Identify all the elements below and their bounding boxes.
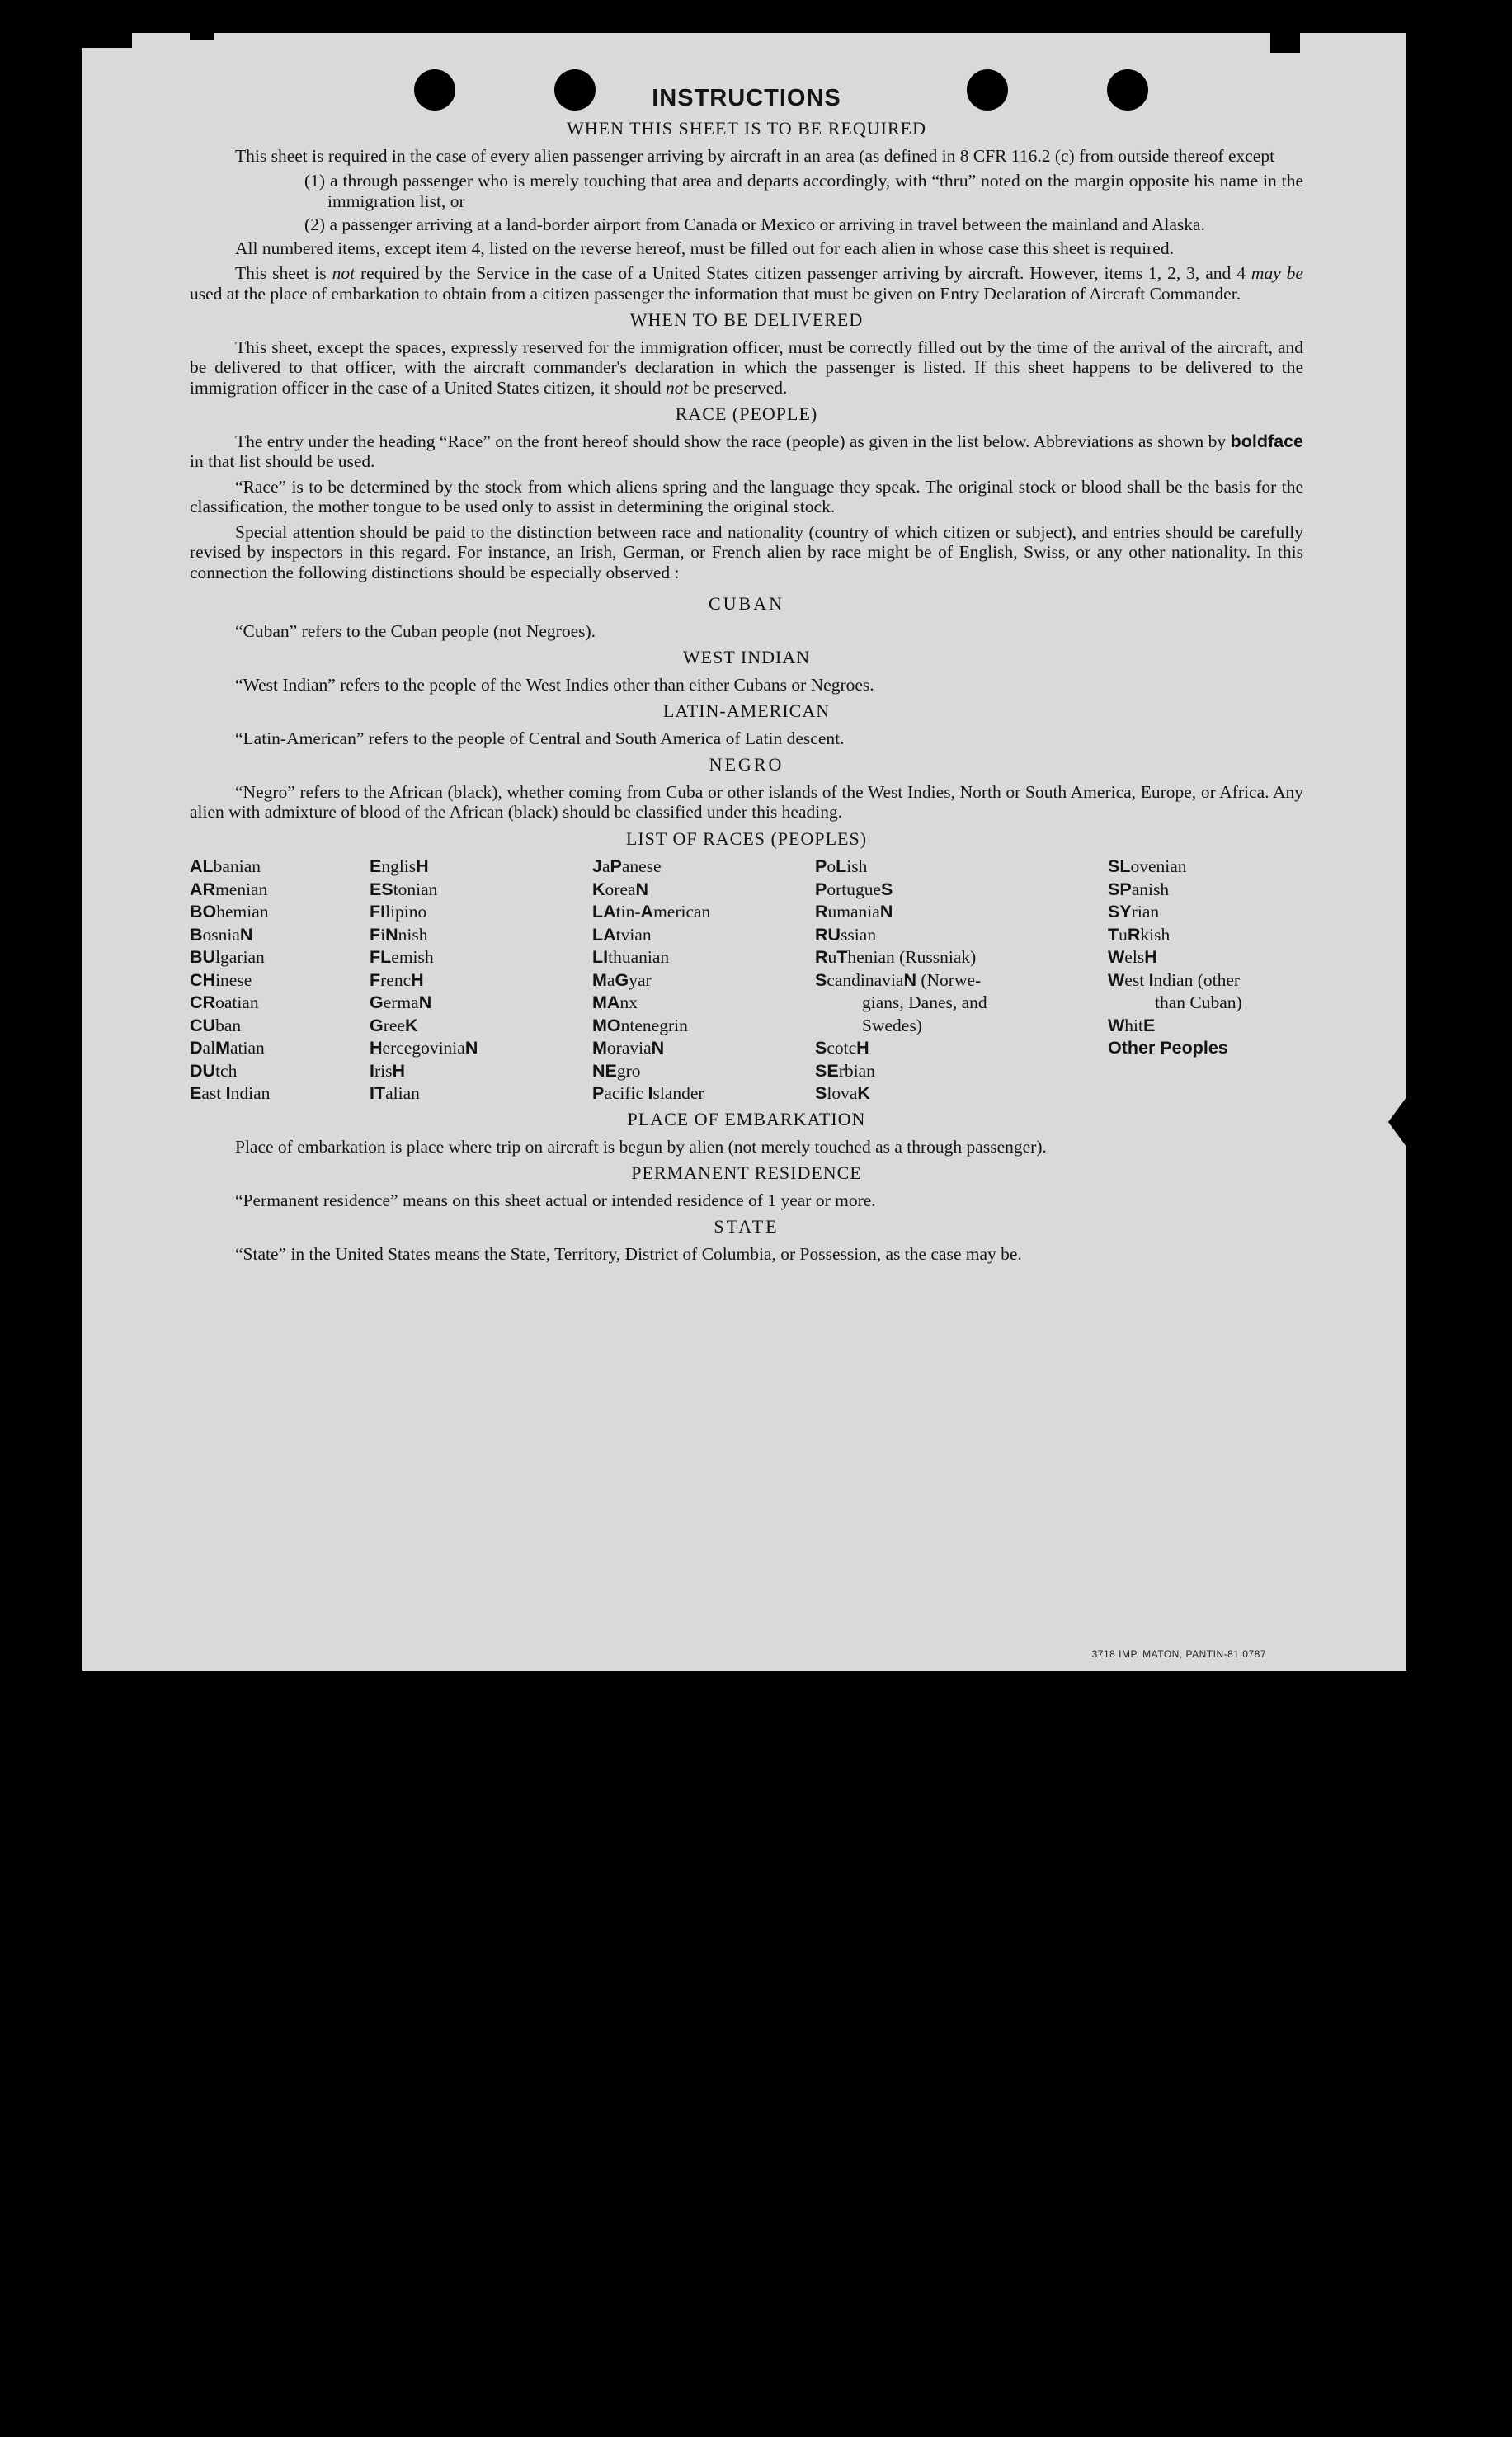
race-text: ndian (230, 1083, 271, 1103)
race-text: ban (215, 1015, 242, 1035)
abbreviation: K (857, 1083, 870, 1103)
abbreviation: L (836, 856, 847, 876)
race-entry (592, 1060, 710, 1083)
race-text: candinavia (827, 969, 904, 990)
race-entry (815, 1015, 987, 1038)
races-column (190, 856, 270, 1105)
abbreviation: T (1108, 924, 1119, 945)
abbreviation: R (815, 902, 828, 922)
race-text: rbian (838, 1060, 875, 1081)
abbreviation: SP (1108, 879, 1132, 899)
abbreviation: AL (190, 856, 214, 876)
paragraph: This sheet, except the spaces, expressly reserved for the immigration officer, must be correctly filled out by the time of the arrival of the aircraft, and be delivered to that officer, with the aircraft commander's declaration in which the passenger is listed. If this sheet happens to be delivered to the immigration officer in the case of a United States citizen, it should not be preserved. (190, 337, 1303, 398)
abbreviation: CR (190, 992, 216, 1012)
paragraph: “Permanent residence” means on this sheet actual or intended residence of 1 year or more. (235, 1190, 876, 1210)
abbreviation: R (815, 947, 828, 967)
race-entry (592, 1037, 710, 1060)
abbreviation: CU (190, 1015, 216, 1035)
race-entry (815, 1060, 987, 1083)
race-entry (1108, 901, 1242, 924)
race-text: orea (605, 879, 636, 899)
abbreviation: P (592, 1083, 605, 1103)
abbreviation: LA (592, 924, 616, 945)
race-entry (190, 992, 270, 1015)
abbreviation: H (416, 856, 429, 876)
race-entry (592, 946, 710, 969)
section-heading: WHEN THIS SHEET IS TO BE REQUIRED (567, 118, 926, 139)
race-entry (370, 992, 478, 1015)
abbreviation: H (392, 1060, 406, 1081)
race-entry (1108, 969, 1242, 992)
abbreviation: N (385, 924, 398, 945)
race-text: renc (380, 969, 412, 990)
paragraph: Place of embarkation is place where trip on aircraft is begun by alien (not merely touched as a through passenger). (235, 1136, 1047, 1157)
race-text: anish (1131, 879, 1170, 899)
race-entry (1108, 856, 1242, 879)
section-heading: NEGRO (709, 754, 784, 775)
race-text: lipino (385, 902, 427, 922)
race-entry (815, 1037, 987, 1060)
race-entry (592, 1015, 710, 1038)
race-entry (592, 1082, 710, 1105)
abbreviation: S (815, 1038, 827, 1058)
abbreviation: FL (370, 947, 392, 967)
race-entry (190, 924, 270, 947)
abbreviation: A (640, 902, 654, 922)
abbreviation: RU (815, 924, 841, 945)
race-entry (370, 924, 478, 947)
abbreviation: I (370, 1060, 374, 1081)
abbreviation: W (1108, 969, 1125, 990)
race-text: henian (Russniak) (847, 947, 977, 967)
race-text: rian (1131, 902, 1160, 922)
abbreviation: ES (370, 879, 393, 899)
race-entry (592, 992, 710, 1015)
race-entry (815, 946, 987, 969)
race-text: els (1124, 947, 1145, 967)
race-entry (190, 1060, 270, 1083)
races-column (815, 856, 987, 1105)
race-text: a (601, 856, 610, 876)
race-text: ast (201, 1083, 226, 1103)
race-entry (190, 901, 270, 924)
race-entry (592, 969, 710, 992)
abbreviation: N (903, 969, 916, 990)
race-entry (592, 924, 710, 947)
abbreviation: AR (190, 879, 216, 899)
abbreviation: M (592, 969, 607, 990)
paragraph: This sheet is not required by the Service in the case of a United States citizen passenger arriving by aircraft. However, items 1, 2, 3, and 4 may be used at the place of embarkation to obtain from a citizen passenger the information that must be given on Entry Declaration of Aircraft Commander. (190, 263, 1303, 304)
abbreviation: N (879, 902, 893, 922)
race-text: tch (215, 1060, 238, 1081)
race-entry (370, 1082, 478, 1105)
paragraph: This sheet is required in the case of every alien passenger arriving by aircraft in an area (as defined in 8 CFR 116.2 (c) from outside thereof except (235, 145, 1275, 166)
races-column (370, 856, 478, 1105)
abbreviation: T (836, 947, 848, 967)
section-heading: LIST OF RACES (PEOPLES) (625, 827, 868, 849)
abbreviation: E (1143, 1015, 1156, 1035)
race-entry (190, 1037, 270, 1060)
race-entry (1108, 1037, 1242, 1060)
race-text: tonian (393, 879, 438, 899)
abbreviation: N (239, 924, 253, 945)
paragraph: “State” in the United States means the State, Territory, District of Columbia, or Possession, as the case may be. (235, 1243, 1022, 1264)
abbreviation: B (190, 924, 203, 945)
race-entry (815, 924, 987, 947)
torn-corner (82, 33, 132, 48)
race-text: ntenegrin (620, 1015, 688, 1035)
race-text: ndian (other (1153, 969, 1241, 990)
race-entry (1108, 1015, 1242, 1038)
section-heading: LATIN-AMERICAN (662, 700, 831, 721)
section-heading: RACE (PEOPLE) (675, 403, 818, 424)
abbreviation: LA (592, 902, 616, 922)
torn-edge (190, 33, 214, 40)
race-entry (815, 992, 987, 1015)
race-text: oatian (215, 992, 259, 1012)
abbreviation: N (464, 1038, 478, 1058)
race-text: gians, Danes, and (862, 992, 987, 1012)
abbreviation: I (225, 1083, 231, 1103)
race-text: alian (385, 1083, 420, 1103)
race-text: gro (616, 1060, 641, 1081)
paragraph: “Negro” refers to the African (black), whether coming from Cuba or other islands of the West Indies, North or South America, Europe, or Africa. Any alien with admixture of blood of the African (black) should be classified under this heading. (190, 781, 1303, 822)
race-entry (190, 879, 270, 902)
race-entry (370, 856, 478, 879)
race-entry (370, 879, 478, 902)
page-title: INSTRUCTIONS (652, 85, 841, 111)
race-text: ovenian (1130, 856, 1187, 876)
race-text: slander (652, 1083, 704, 1103)
paragraph: “Latin-American” refers to the people of Central and South America of Latin descent. (235, 728, 845, 748)
abbreviation: K (404, 1015, 418, 1035)
section-heading: STATE (714, 1216, 780, 1237)
race-text: i (380, 924, 386, 945)
document-sheet (82, 33, 1406, 1671)
race-text: lgarian (215, 947, 265, 967)
abbreviation: D (190, 1038, 203, 1058)
section-heading: WEST INDIAN (682, 647, 811, 667)
abbreviation: G (615, 969, 629, 990)
abbreviation: MO (592, 1015, 621, 1035)
race-text: cotc (827, 1038, 857, 1058)
instructions-content (190, 84, 1303, 1269)
race-entry (1108, 924, 1242, 947)
race-text: tin- (615, 902, 641, 922)
abbreviation: N (418, 992, 432, 1012)
race-text: erma (383, 992, 419, 1012)
abbreviation: W (1108, 947, 1125, 967)
races-column (592, 856, 710, 1105)
section-heading: PLACE OF EMBARKATION (627, 1109, 866, 1129)
race-text: osnia (202, 924, 240, 945)
race-text: atian (229, 1038, 265, 1058)
race-entry (592, 901, 710, 924)
race-entry (592, 856, 710, 879)
race-entry (190, 1082, 270, 1105)
race-text: ercegovinia (382, 1038, 465, 1058)
abbreviation: DU (190, 1060, 216, 1081)
race-entry (1108, 992, 1242, 1015)
abbreviation: R (1127, 924, 1141, 945)
abbreviation: CH (190, 969, 216, 990)
race-text: ris (374, 1060, 393, 1081)
abbreviation: NE (592, 1060, 617, 1081)
abbreviation: G (370, 1015, 384, 1035)
race-text: banian (213, 856, 261, 876)
race-entry (815, 969, 987, 992)
race-text: a (606, 969, 615, 990)
race-text: emish (391, 947, 434, 967)
abbreviation: F (370, 924, 381, 945)
abbreviation: IT (370, 1083, 386, 1103)
abbreviation: FI (370, 902, 386, 922)
abbreviation: M (215, 1038, 230, 1058)
paragraph: Special attention should be paid to the distinction between race and nationality (country of which citizen or subject), and entries should be carefully revised by inspectors in this regard. For instance, an Irish, German, or French alien by race might be of English, Swiss, or any other nationality. In this connection the following distinctions should be especially observed : (190, 521, 1303, 582)
race-entry (1108, 879, 1242, 902)
race-text: nglis (381, 856, 417, 876)
race-text: than Cuban) (1155, 992, 1242, 1012)
abbreviation: N (651, 1038, 665, 1058)
race-text: kish (1140, 924, 1171, 945)
race-text: nish (398, 924, 428, 945)
race-entry (190, 969, 270, 992)
paragraph: “Cuban” refers to the Cuban people (not Negroes). (235, 620, 596, 641)
abbreviation: P (815, 879, 827, 899)
race-entry (370, 1015, 478, 1038)
race-text: est (1124, 969, 1149, 990)
abbreviation: P (815, 856, 827, 876)
printer-imprint: 3718 IMP. MATON, PANTIN-81.0787 (1091, 1648, 1266, 1660)
list-item: (2) a passenger arriving at a land-border airport from Canada or Mexico or arriving in travel between the mainland and Alaska. (304, 214, 1205, 234)
race-text: hit (1124, 1015, 1143, 1035)
race-text: ortugue (827, 879, 882, 899)
torn-edge (1270, 33, 1300, 53)
race-text: Swedes) (862, 1015, 922, 1035)
abbreviation: E (190, 1083, 202, 1103)
abbreviation: I (1148, 969, 1154, 990)
torn-edge (1388, 1097, 1406, 1147)
abbreviation: BU (190, 947, 216, 967)
race-entry (190, 1015, 270, 1038)
section-heading: CUBAN (708, 593, 784, 614)
abbreviation: E (370, 856, 382, 876)
race-text: inese (215, 969, 252, 990)
abbreviation: SL (1108, 856, 1131, 876)
abbreviation: H (411, 969, 424, 990)
race-text: thuanian (608, 947, 670, 967)
abbreviation: P (610, 856, 622, 876)
race-text: nx (619, 992, 638, 1012)
paragraph: The entry under the heading “Race” on the front hereof should show the race (people) as given in the list below. Abbreviations as shown by boldface in that list should be used. (190, 431, 1303, 471)
race-text: lova (827, 1083, 858, 1103)
abbreviation: H (370, 1038, 383, 1058)
race-text: (Norwe- (916, 969, 982, 990)
race-entry (815, 856, 987, 879)
race-text: u (1119, 924, 1128, 945)
abbreviation: H (856, 1038, 869, 1058)
race-entry (370, 1037, 478, 1060)
race-text: anese (621, 856, 662, 876)
abbreviation: K (592, 879, 605, 899)
abbreviation: LI (592, 947, 609, 967)
race-text: acific (604, 1083, 648, 1103)
abbreviation: M (592, 1038, 607, 1058)
race-text: al (202, 1038, 216, 1058)
race-entry (190, 946, 270, 969)
race-text: ssian (841, 924, 877, 945)
race-entry (190, 856, 270, 879)
abbreviation: S (881, 879, 893, 899)
race-entry (815, 879, 987, 902)
abbreviation: Other Peoples (1108, 1038, 1228, 1058)
race-text: umania (827, 902, 880, 922)
race-entry (1108, 946, 1242, 969)
abbreviation: W (1108, 1015, 1125, 1035)
paragraph: “West Indian” refers to the people of the West Indies other than either Cubans or Negroes. (235, 674, 874, 695)
list-item: (1) a through passenger who is merely touching that area and departs accordingly, with “thru” noted on the margin opposite his name in the immigration list, or (304, 171, 1303, 211)
races-column (1108, 856, 1242, 1060)
section-heading: PERMANENT RESIDENCE (631, 1162, 862, 1183)
race-entry (592, 879, 710, 902)
race-entry (370, 969, 478, 992)
abbreviation: S (815, 969, 827, 990)
races-list (190, 856, 1303, 1103)
race-text: tvian (615, 924, 652, 945)
race-text: ish (846, 856, 868, 876)
abbreviation: H (1144, 947, 1157, 967)
paragraph: “Race” is to be determined by the stock from which aliens spring and the language they speak. The original stock or blood shall be the basis for the classification, the mother tongue to be used only to assist in determining the original stock. (190, 476, 1303, 516)
abbreviation: G (370, 992, 384, 1012)
race-text: yar (629, 969, 652, 990)
race-entry (815, 901, 987, 924)
abbreviation: MA (592, 992, 620, 1012)
race-entry (370, 1060, 478, 1083)
abbreviation: SE (815, 1060, 839, 1081)
abbreviation: I (648, 1083, 653, 1103)
race-text: u (827, 947, 837, 967)
abbreviation: SY (1108, 902, 1132, 922)
abbreviation: S (815, 1083, 827, 1103)
race-text: ree (383, 1015, 405, 1035)
abbreviation: F (370, 969, 381, 990)
race-text: o (827, 856, 836, 876)
abbreviation: N (635, 879, 649, 899)
abbreviation: J (592, 856, 602, 876)
race-entry (370, 901, 478, 924)
section-heading: WHEN TO BE DELIVERED (629, 309, 864, 330)
paragraph: All numbered items, except item 4, listed on the reverse hereof, must be filled out for each alien in whose case this sheet is required. (235, 238, 1174, 258)
race-entry (370, 946, 478, 969)
race-text: oravia (606, 1038, 652, 1058)
race-text: hemian (216, 902, 269, 922)
race-entry (815, 1082, 987, 1105)
race-text: merican (653, 902, 711, 922)
abbreviation: BO (190, 902, 217, 922)
race-text: menian (215, 879, 268, 899)
